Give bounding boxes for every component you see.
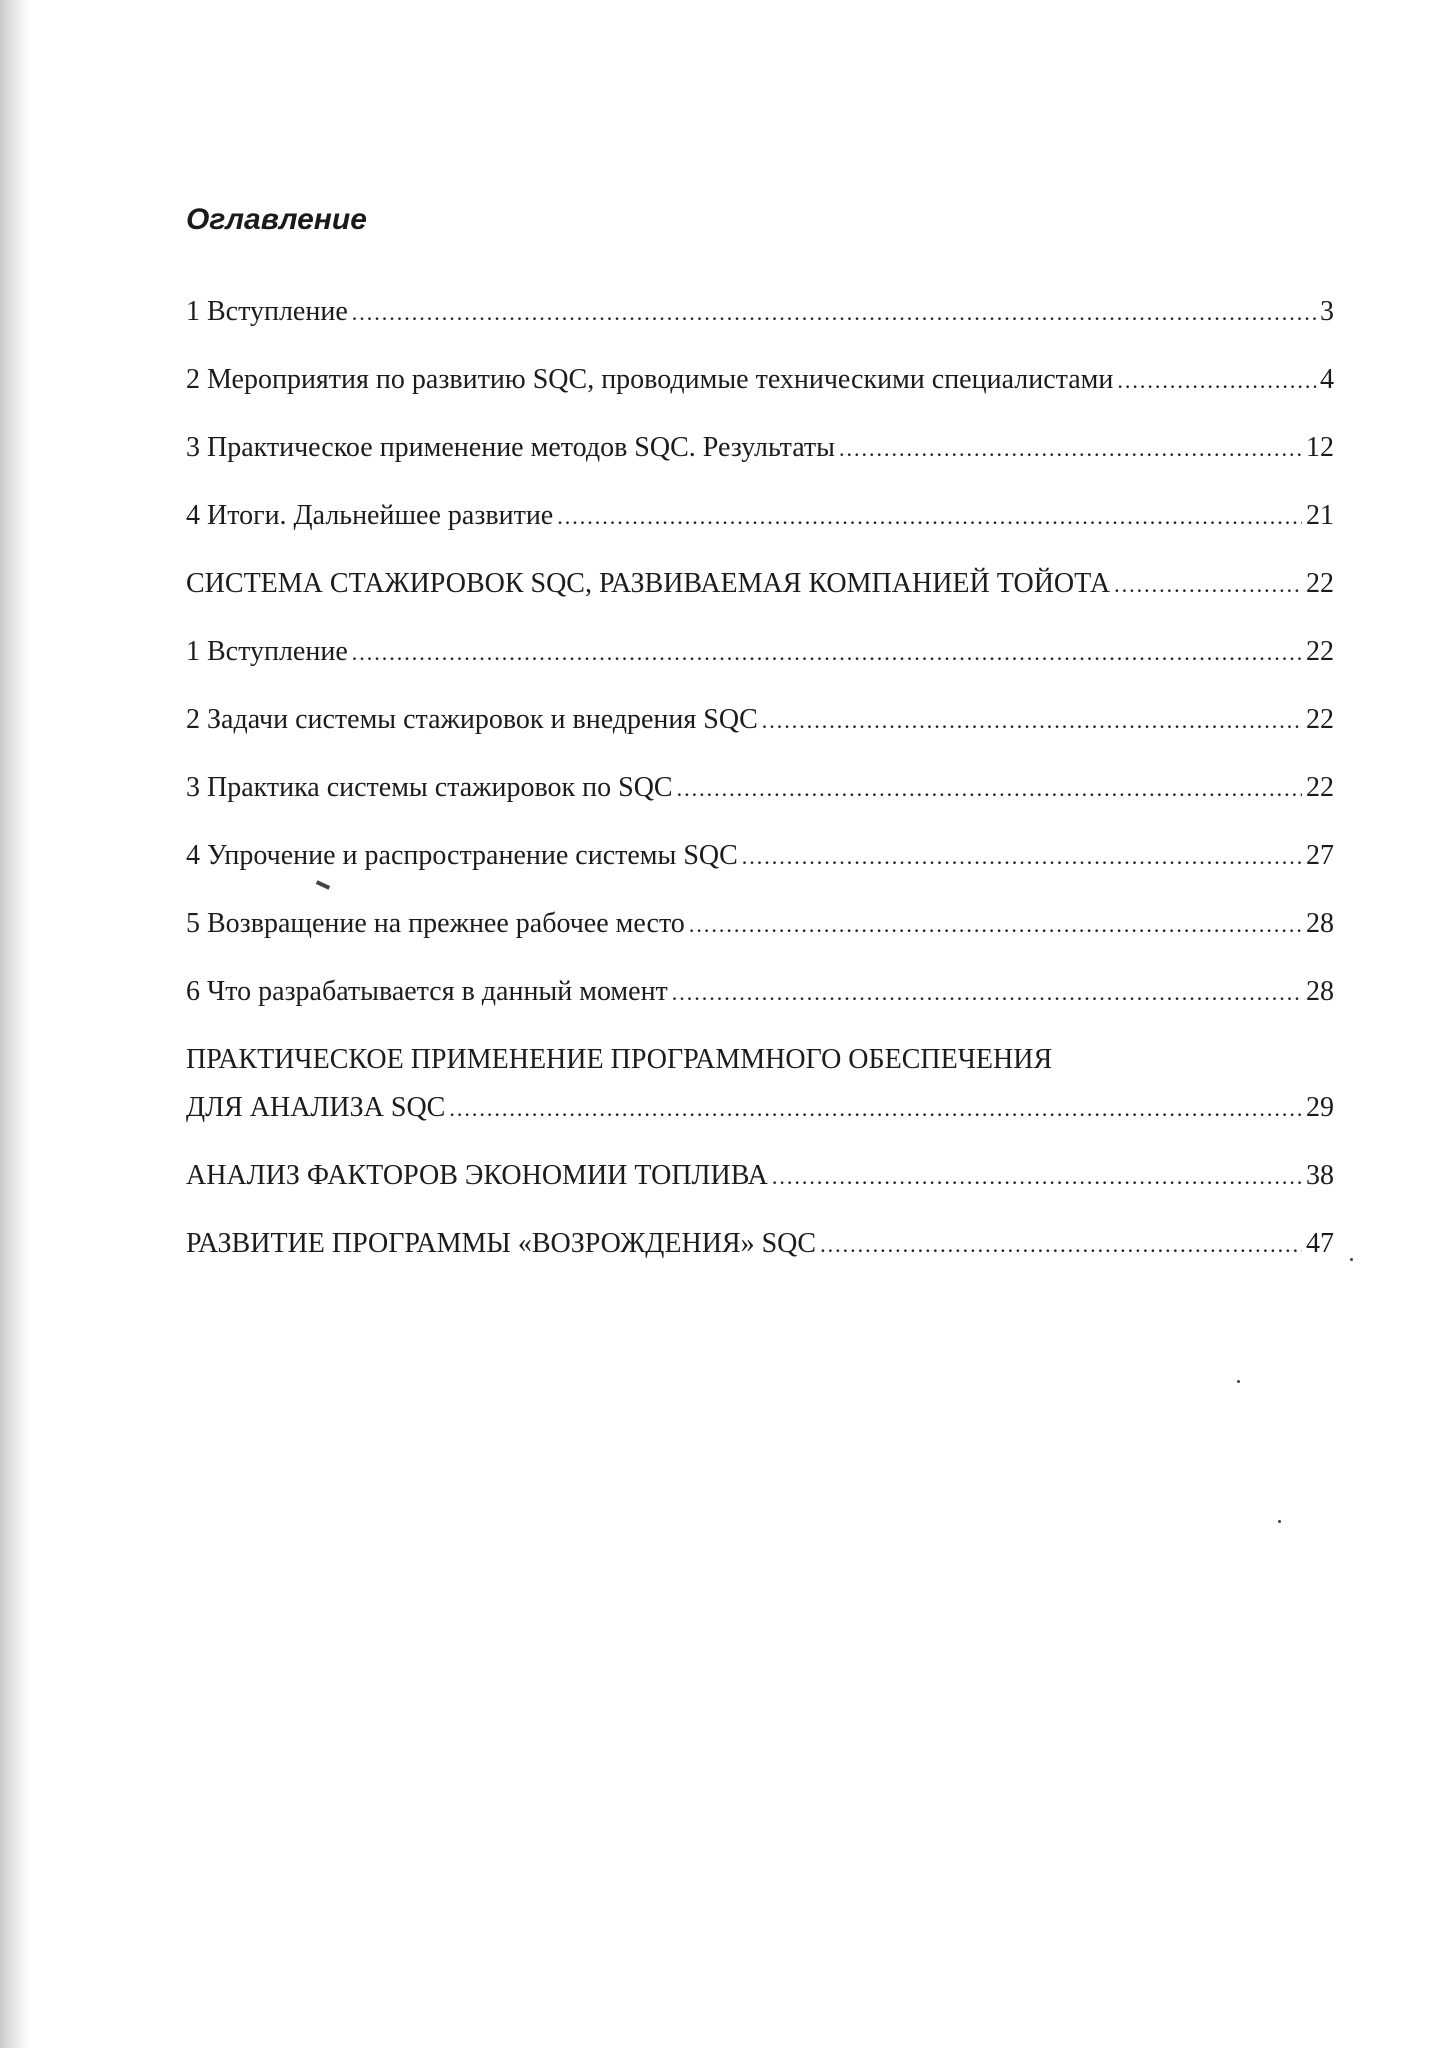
toc-entry[interactable]: [186, 768, 1334, 809]
toc-entry[interactable]: [186, 360, 1334, 401]
dot-leader: [839, 429, 1302, 469]
toc-entry-label: 1 Вступление: [186, 296, 348, 327]
toc-entry[interactable]: [186, 632, 1334, 673]
toc-entry-page: 38: [1306, 1160, 1334, 1191]
toc-entry[interactable]: [186, 1156, 1334, 1197]
dot-leader: [1117, 361, 1316, 401]
toc-entry-label: 3 Практика системы стажировок по SQC: [186, 772, 673, 803]
toc-entry[interactable]: [186, 428, 1334, 469]
toc-entry-page: 21: [1306, 500, 1334, 531]
dot-leader: [689, 905, 1302, 945]
toc-entry-label: АНАЛИЗ ФАКТОРОВ ЭКОНОМИИ ТОПЛИВА: [186, 1160, 768, 1191]
toc-entry-page: 22: [1306, 568, 1334, 599]
toc-entry[interactable]: [186, 836, 1334, 877]
dot-leader: [449, 1089, 1302, 1129]
toc-entry-label: ДЛЯ АНАЛИЗА SQC: [186, 1092, 446, 1123]
toc-entry[interactable]: [186, 564, 1334, 605]
dot-leader: [762, 701, 1302, 741]
toc-entry-label: 3 Практическое применение методов SQC. Результаты: [186, 432, 835, 463]
toc-entry[interactable]: [186, 904, 1334, 945]
toc-entry[interactable]: [186, 1088, 1334, 1129]
toc-entry-label: СИСТЕМА СТАЖИРОВОК SQC, РАЗВИВАЕМАЯ КОМПАНИЕЙ ТОЙОТА: [186, 568, 1111, 599]
toc-entry-label: 2 Мероприятия по развитию SQC, проводимые техническими специалистами: [186, 364, 1114, 395]
scan-shadow-edge: [0, 0, 30, 2048]
dot-leader: [742, 837, 1302, 877]
toc-entry-page: 12: [1306, 432, 1334, 463]
toc-entry-page: 22: [1306, 772, 1334, 803]
toc-entry-label: 2 Задачи системы стажировок и внедрения SQC: [186, 704, 758, 735]
scan-speck: [1350, 1258, 1353, 1261]
scan-speck: [316, 880, 330, 890]
toc-entry-page: 28: [1306, 908, 1334, 939]
scan-speck: [1278, 1520, 1281, 1523]
dot-leader: [677, 769, 1302, 809]
toc-entry[interactable]: [186, 1224, 1334, 1265]
toc-entry-label: 4 Упрочение и распространение системы SQC: [186, 840, 738, 871]
toc-entry-label: РАЗВИТИЕ ПРОГРАММЫ «ВОЗРОЖДЕНИЯ» SQC: [186, 1228, 817, 1259]
toc-entry-page: 27: [1306, 840, 1334, 871]
dot-leader: [820, 1225, 1302, 1265]
scan-speck: [1237, 1380, 1240, 1383]
dot-leader: [772, 1157, 1302, 1197]
dot-leader: [352, 293, 1316, 333]
toc-entry[interactable]: [186, 972, 1334, 1013]
toc-title: Оглавление: [186, 203, 367, 236]
toc-entry-page: 4: [1320, 364, 1334, 395]
toc-entry-page: 22: [1306, 636, 1334, 667]
toc-entry-label: 5 Возвращение на прежнее рабочее место: [186, 908, 685, 939]
toc-entry[interactable]: [186, 292, 1334, 333]
toc-entry-label: 6 Что разрабатывается в данный момент: [186, 976, 668, 1007]
dot-leader: [1114, 565, 1302, 605]
toc-entry-page: 22: [1306, 704, 1334, 735]
toc-entry-page: 29: [1306, 1092, 1334, 1123]
dot-leader: [672, 973, 1302, 1013]
toc-entry-label: 4 Итоги. Дальнейшее развитие: [186, 500, 554, 531]
toc-entry-page: 3: [1320, 296, 1334, 327]
toc-entry-first-line[interactable]: ПРАКТИЧЕСКОЕ ПРИМЕНЕНИЕ ПРОГРАММНОГО ОБЕСПЕЧЕНИЯ: [186, 1044, 1053, 1075]
toc-entry-page: 47: [1306, 1228, 1334, 1259]
toc-entry[interactable]: [186, 496, 1334, 537]
dot-leader: [352, 633, 1302, 673]
toc-entry[interactable]: [186, 700, 1334, 741]
toc-entry-page: 28: [1306, 976, 1334, 1007]
toc-entry-label: 1 Вступление: [186, 636, 348, 667]
dot-leader: [557, 497, 1302, 537]
